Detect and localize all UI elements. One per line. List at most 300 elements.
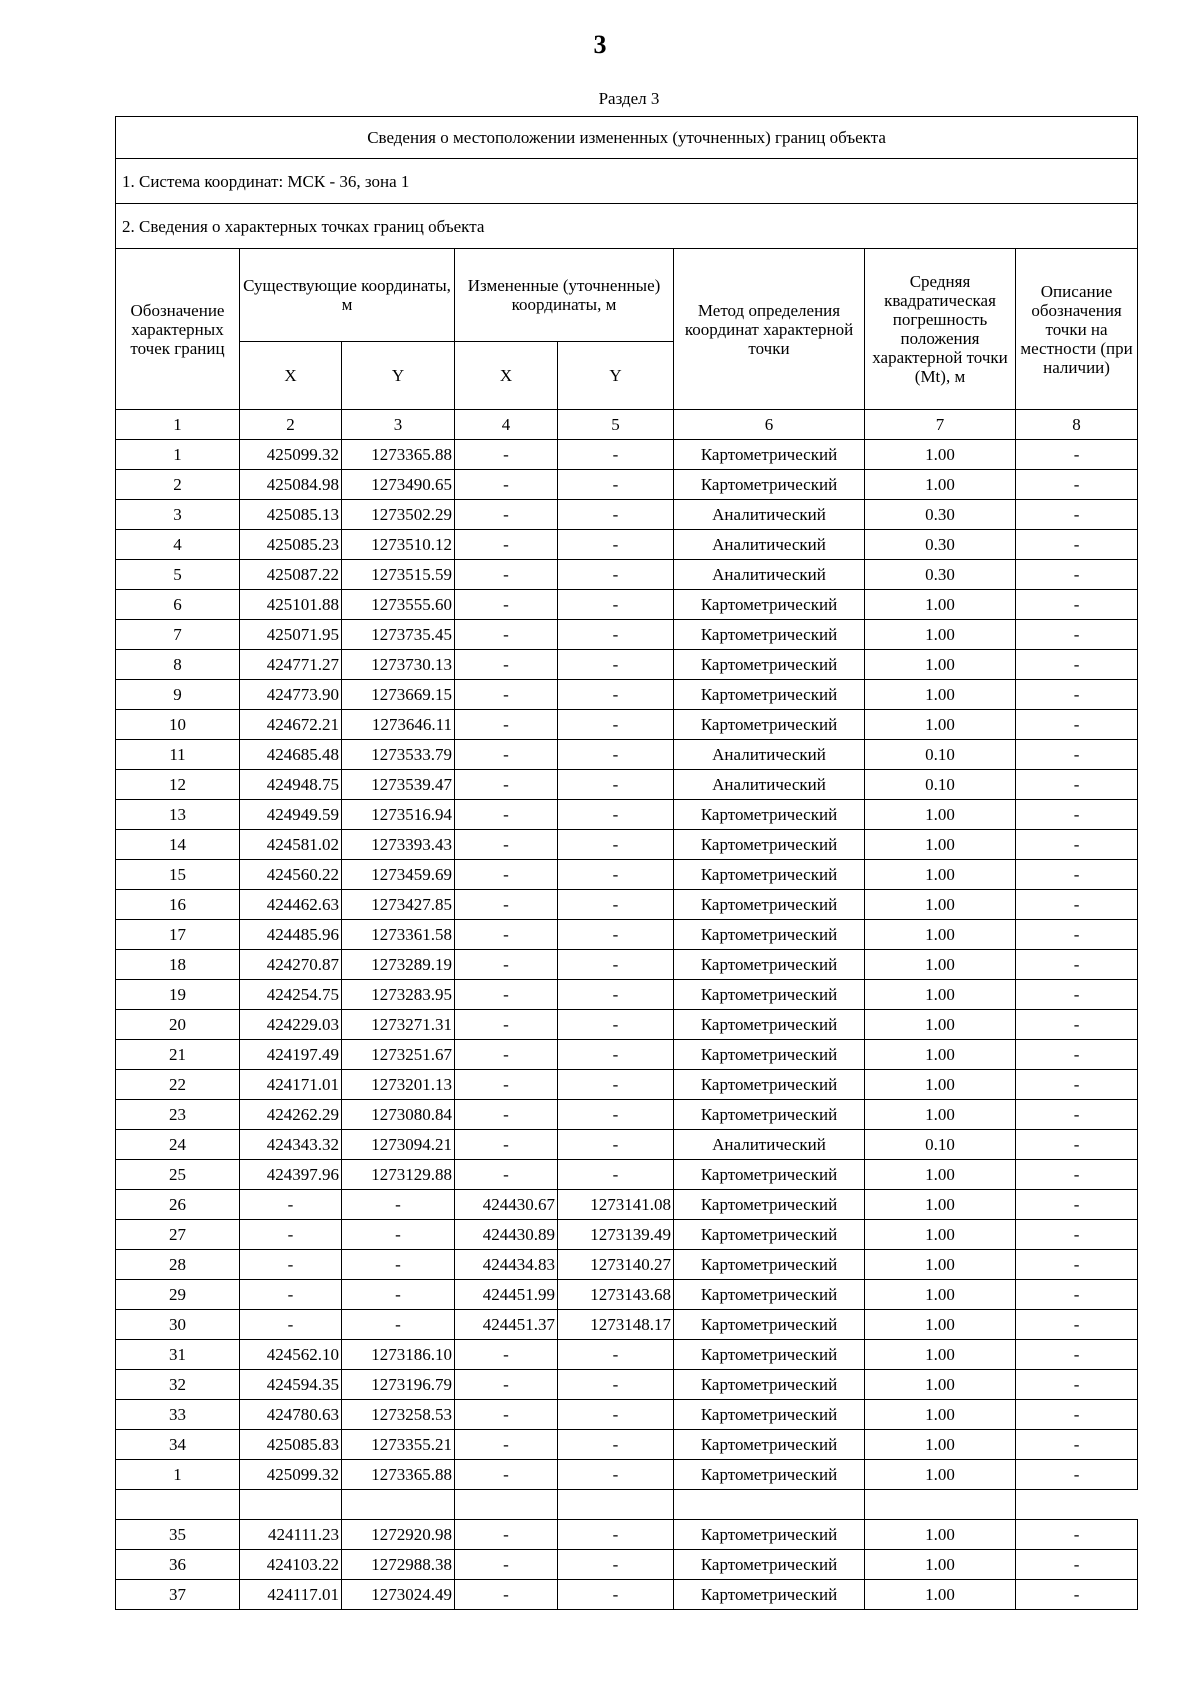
description-cell: -: [1016, 830, 1138, 860]
changed-x-cell: -: [455, 770, 558, 800]
table-row: [116, 620, 1138, 650]
method-cell: Картометрический: [674, 710, 865, 740]
existing-y-cell: 1273730.13: [342, 650, 455, 680]
changed-x-cell: -: [455, 440, 558, 470]
method-cell: Аналитический: [674, 770, 865, 800]
existing-y-cell: 1273024.49: [342, 1580, 455, 1610]
changed-x-cell: -: [455, 1430, 558, 1460]
column-number: 2: [240, 410, 342, 440]
error-cell: 1.00: [865, 470, 1016, 500]
table-row: [116, 1430, 1138, 1460]
description-cell: -: [1016, 1130, 1138, 1160]
table-row: [116, 500, 1138, 530]
changed-x-cell: -: [455, 920, 558, 950]
description-cell: -: [1016, 710, 1138, 740]
point-id-cell: 16: [116, 890, 240, 920]
changed-x-cell: -: [455, 680, 558, 710]
existing-x-cell: 425099.32: [240, 1460, 342, 1490]
empty-cell: [116, 1490, 240, 1520]
changed-x-cell: -: [455, 1100, 558, 1130]
existing-x-cell: 424780.63: [240, 1400, 342, 1430]
method-cell: Картометрический: [674, 950, 865, 980]
table-row: [116, 1070, 1138, 1100]
existing-y-cell: -: [342, 1190, 455, 1220]
point-id-cell: 20: [116, 1010, 240, 1040]
empty-cell: [342, 1490, 455, 1520]
existing-y-cell: 1273289.19: [342, 950, 455, 980]
description-cell: -: [1016, 1340, 1138, 1370]
changed-y-cell: -: [558, 530, 674, 560]
section-label: Раздел 3: [598, 89, 660, 108]
existing-y-cell: 1273365.88: [342, 1460, 455, 1490]
existing-y-cell: 1273646.11: [342, 710, 455, 740]
changed-y-cell: -: [558, 680, 674, 710]
existing-x-cell: 424948.75: [240, 770, 342, 800]
existing-x-cell: 424229.03: [240, 1010, 342, 1040]
table-row: [116, 680, 1138, 710]
changed-y-cell: -: [558, 890, 674, 920]
existing-x-cell: -: [240, 1220, 342, 1250]
method-cell: Картометрический: [674, 1250, 865, 1280]
column-number: 4: [455, 410, 558, 440]
method-cell: Картометрический: [674, 1070, 865, 1100]
description-cell: -: [1016, 1430, 1138, 1460]
point-id-cell: 18: [116, 950, 240, 980]
existing-y-cell: 1273196.79: [342, 1370, 455, 1400]
method-cell: Картометрический: [674, 860, 865, 890]
error-cell: 1.00: [865, 800, 1016, 830]
error-cell: 1.00: [865, 1250, 1016, 1280]
existing-x-cell: 424771.27: [240, 650, 342, 680]
existing-y-cell: 1273355.21: [342, 1430, 455, 1460]
existing-x-cell: 425101.88: [240, 590, 342, 620]
changed-x-cell: -: [455, 530, 558, 560]
column-number: 1: [116, 410, 240, 440]
changed-x-cell: -: [455, 1130, 558, 1160]
table-row: [116, 830, 1138, 860]
existing-y-cell: -: [342, 1220, 455, 1250]
error-cell: 1.00: [865, 710, 1016, 740]
method-cell: Аналитический: [674, 1130, 865, 1160]
header-existing-coordinates: Существующие координаты, м: [240, 249, 455, 342]
method-cell: Картометрический: [674, 1010, 865, 1040]
existing-y-cell: 1273490.65: [342, 470, 455, 500]
changed-y-cell: 1273139.49: [558, 1220, 674, 1250]
description-cell: -: [1016, 1520, 1138, 1550]
description-cell: -: [1016, 1310, 1138, 1340]
table-row: [116, 950, 1138, 980]
method-cell: Картометрический: [674, 1160, 865, 1190]
description-cell: -: [1016, 890, 1138, 920]
changed-y-cell: -: [558, 1010, 674, 1040]
changed-y-cell: -: [558, 500, 674, 530]
table-row: [116, 1280, 1138, 1310]
table-row: [116, 1100, 1138, 1130]
changed-y-cell: -: [558, 440, 674, 470]
point-id-cell: 5: [116, 560, 240, 590]
error-cell: 1.00: [865, 680, 1016, 710]
changed-y-cell: -: [558, 1040, 674, 1070]
description-cell: -: [1016, 1100, 1138, 1130]
header-existing-x: X: [240, 342, 342, 410]
changed-x-cell: -: [455, 590, 558, 620]
method-cell: Картометрический: [674, 1580, 865, 1610]
column-number: 5: [558, 410, 674, 440]
changed-y-cell: -: [558, 1550, 674, 1580]
description-cell: -: [1016, 1070, 1138, 1100]
point-id-cell: 1: [116, 1460, 240, 1490]
table-row: [116, 860, 1138, 890]
description-cell: -: [1016, 680, 1138, 710]
method-cell: Картометрический: [674, 980, 865, 1010]
existing-y-cell: 1273533.79: [342, 740, 455, 770]
existing-y-cell: 1273427.85: [342, 890, 455, 920]
table-row: [116, 920, 1138, 950]
changed-x-cell: -: [455, 1160, 558, 1190]
existing-y-cell: 1273502.29: [342, 500, 455, 530]
point-id-cell: 1: [116, 440, 240, 470]
changed-y-cell: 1273148.17: [558, 1310, 674, 1340]
point-id-cell: 15: [116, 860, 240, 890]
existing-y-cell: 1272988.38: [342, 1550, 455, 1580]
changed-y-cell: -: [558, 710, 674, 740]
table-row: [116, 530, 1138, 560]
changed-x-cell: -: [455, 1580, 558, 1610]
existing-x-cell: 425087.22: [240, 560, 342, 590]
point-id-cell: 34: [116, 1430, 240, 1460]
column-number: 6: [674, 410, 865, 440]
existing-y-cell: 1273510.12: [342, 530, 455, 560]
changed-y-cell: -: [558, 650, 674, 680]
table-row: [116, 1340, 1138, 1370]
description-cell: -: [1016, 1160, 1138, 1190]
changed-x-cell: 424451.99: [455, 1280, 558, 1310]
table-row: [116, 1130, 1138, 1160]
error-cell: 1.00: [865, 1520, 1016, 1550]
changed-x-cell: -: [455, 1520, 558, 1550]
error-cell: 1.00: [865, 590, 1016, 620]
point-id-cell: 17: [116, 920, 240, 950]
existing-x-cell: -: [240, 1190, 342, 1220]
changed-y-cell: -: [558, 620, 674, 650]
error-cell: 1.00: [865, 1340, 1016, 1370]
table-row: [116, 740, 1138, 770]
point-id-cell: 14: [116, 830, 240, 860]
description-cell: -: [1016, 860, 1138, 890]
method-cell: Картометрический: [674, 800, 865, 830]
method-cell: Картометрический: [674, 1280, 865, 1310]
changed-y-cell: 1273140.27: [558, 1250, 674, 1280]
empty-cell: [1016, 1490, 1138, 1520]
error-cell: 0.10: [865, 740, 1016, 770]
changed-y-cell: -: [558, 830, 674, 860]
changed-x-cell: -: [455, 860, 558, 890]
error-cell: 1.00: [865, 1550, 1016, 1580]
description-cell: -: [1016, 980, 1138, 1010]
method-cell: Картометрический: [674, 830, 865, 860]
description-cell: -: [1016, 1370, 1138, 1400]
changed-y-cell: -: [558, 470, 674, 500]
description-cell: -: [1016, 1280, 1138, 1310]
error-cell: 1.00: [865, 1070, 1016, 1100]
method-cell: Картометрический: [674, 1220, 865, 1250]
existing-x-cell: 424685.48: [240, 740, 342, 770]
point-id-cell: 10: [116, 710, 240, 740]
existing-y-cell: 1273393.43: [342, 830, 455, 860]
changed-x-cell: 424430.89: [455, 1220, 558, 1250]
changed-x-cell: -: [455, 1070, 558, 1100]
existing-x-cell: 424485.96: [240, 920, 342, 950]
point-id-cell: 4: [116, 530, 240, 560]
error-cell: 1.00: [865, 950, 1016, 980]
method-cell: Картометрический: [674, 680, 865, 710]
description-cell: -: [1016, 560, 1138, 590]
method-cell: Картометрический: [674, 1430, 865, 1460]
error-cell: 1.00: [865, 1280, 1016, 1310]
header-changed-x: X: [455, 342, 558, 410]
existing-x-cell: 424197.49: [240, 1040, 342, 1070]
header-changed-coordinates: Измененные (уточненные) координаты, м: [455, 249, 674, 342]
description-cell: -: [1016, 1250, 1138, 1280]
changed-x-cell: -: [455, 1550, 558, 1580]
existing-y-cell: 1273539.47: [342, 770, 455, 800]
table-row: [116, 1220, 1138, 1250]
existing-y-cell: 1272920.98: [342, 1520, 455, 1550]
existing-x-cell: 424773.90: [240, 680, 342, 710]
description-cell: -: [1016, 950, 1138, 980]
existing-y-cell: 1273258.53: [342, 1400, 455, 1430]
existing-x-cell: 424254.75: [240, 980, 342, 1010]
changed-y-cell: -: [558, 560, 674, 590]
error-cell: 1.00: [865, 1580, 1016, 1610]
coordinate-system: 1. Система координат: МСК - 36, зона 1: [116, 159, 1138, 204]
table-row: [116, 1040, 1138, 1070]
existing-x-cell: 424560.22: [240, 860, 342, 890]
description-cell: -: [1016, 1220, 1138, 1250]
existing-x-cell: 424103.22: [240, 1550, 342, 1580]
table-title: Сведения о местоположении измененных (уточненных) границ объекта: [116, 117, 1138, 159]
existing-y-cell: -: [342, 1250, 455, 1280]
boundary-points-table: [115, 116, 1138, 1610]
changed-y-cell: -: [558, 1160, 674, 1190]
existing-x-cell: 425085.13: [240, 500, 342, 530]
point-id-cell: 19: [116, 980, 240, 1010]
point-id-cell: 32: [116, 1370, 240, 1400]
existing-y-cell: -: [342, 1310, 455, 1340]
description-cell: -: [1016, 440, 1138, 470]
changed-y-cell: -: [558, 1460, 674, 1490]
empty-cell: [455, 1490, 558, 1520]
description-cell: -: [1016, 650, 1138, 680]
error-cell: 1.00: [865, 890, 1016, 920]
existing-y-cell: 1273080.84: [342, 1100, 455, 1130]
point-id-cell: 12: [116, 770, 240, 800]
changed-x-cell: -: [455, 500, 558, 530]
error-cell: 0.30: [865, 560, 1016, 590]
changed-y-cell: 1273141.08: [558, 1190, 674, 1220]
changed-x-cell: -: [455, 1340, 558, 1370]
changed-x-cell: -: [455, 1400, 558, 1430]
description-cell: -: [1016, 470, 1138, 500]
existing-x-cell: -: [240, 1310, 342, 1340]
description-cell: -: [1016, 800, 1138, 830]
method-cell: Картометрический: [674, 1100, 865, 1130]
description-cell: -: [1016, 1010, 1138, 1040]
header-designation: Обозначение характерных точек границ: [116, 249, 240, 410]
changed-x-cell: 424451.37: [455, 1310, 558, 1340]
column-number: 8: [1016, 410, 1138, 440]
description-cell: -: [1016, 530, 1138, 560]
changed-y-cell: -: [558, 950, 674, 980]
table-row: [116, 1010, 1138, 1040]
column-number: 7: [865, 410, 1016, 440]
header-error: Средняя квадратическая погрешность положения характерной точки (Mt), м: [865, 249, 1016, 410]
existing-y-cell: -: [342, 1280, 455, 1310]
changed-x-cell: -: [455, 980, 558, 1010]
changed-x-cell: -: [455, 950, 558, 980]
changed-y-cell: -: [558, 1070, 674, 1100]
table-row: [116, 800, 1138, 830]
description-cell: -: [1016, 1550, 1138, 1580]
existing-x-cell: -: [240, 1250, 342, 1280]
changed-y-cell: -: [558, 980, 674, 1010]
method-cell: Картометрический: [674, 1310, 865, 1340]
changed-y-cell: -: [558, 770, 674, 800]
existing-y-cell: 1273129.88: [342, 1160, 455, 1190]
table-row: [116, 440, 1138, 470]
description-cell: -: [1016, 770, 1138, 800]
point-id-cell: 22: [116, 1070, 240, 1100]
changed-x-cell: -: [455, 620, 558, 650]
method-cell: Картометрический: [674, 890, 865, 920]
point-id-cell: 24: [116, 1130, 240, 1160]
point-id-cell: 36: [116, 1550, 240, 1580]
method-cell: Картометрический: [674, 1400, 865, 1430]
changed-x-cell: -: [455, 740, 558, 770]
changed-x-cell: -: [455, 470, 558, 500]
changed-x-cell: -: [455, 560, 558, 590]
changed-y-cell: -: [558, 1100, 674, 1130]
table-row: [116, 1160, 1138, 1190]
changed-y-cell: -: [558, 590, 674, 620]
existing-y-cell: 1273094.21: [342, 1130, 455, 1160]
point-id-cell: 3: [116, 500, 240, 530]
table-row: [116, 1250, 1138, 1280]
error-cell: 1.00: [865, 1040, 1016, 1070]
changed-x-cell: 424434.83: [455, 1250, 558, 1280]
existing-y-cell: 1273669.15: [342, 680, 455, 710]
description-cell: -: [1016, 1580, 1138, 1610]
error-cell: 1.00: [865, 830, 1016, 860]
existing-x-cell: 424270.87: [240, 950, 342, 980]
existing-y-cell: 1273283.95: [342, 980, 455, 1010]
changed-x-cell: -: [455, 650, 558, 680]
changed-x-cell: -: [455, 1370, 558, 1400]
table-row: [116, 1370, 1138, 1400]
table-row: [116, 1310, 1138, 1340]
error-cell: 0.30: [865, 530, 1016, 560]
error-cell: 1.00: [865, 1370, 1016, 1400]
changed-y-cell: -: [558, 1370, 674, 1400]
point-id-cell: 29: [116, 1280, 240, 1310]
table-row: [116, 1460, 1138, 1490]
changed-x-cell: 424430.67: [455, 1190, 558, 1220]
changed-y-cell: -: [558, 1580, 674, 1610]
existing-y-cell: 1273361.58: [342, 920, 455, 950]
description-cell: -: [1016, 920, 1138, 950]
error-cell: 1.00: [865, 620, 1016, 650]
existing-y-cell: 1273271.31: [342, 1010, 455, 1040]
error-cell: 1.00: [865, 1220, 1016, 1250]
point-id-cell: 37: [116, 1580, 240, 1610]
changed-x-cell: -: [455, 890, 558, 920]
error-cell: 0.10: [865, 1130, 1016, 1160]
changed-y-cell: -: [558, 1430, 674, 1460]
description-cell: -: [1016, 1040, 1138, 1070]
method-cell: Картометрический: [674, 1460, 865, 1490]
changed-x-cell: -: [455, 1460, 558, 1490]
existing-y-cell: 1273186.10: [342, 1340, 455, 1370]
description-cell: -: [1016, 740, 1138, 770]
point-id-cell: 21: [116, 1040, 240, 1070]
method-cell: Картометрический: [674, 1550, 865, 1580]
existing-x-cell: 425099.32: [240, 440, 342, 470]
empty-cell: [674, 1490, 865, 1520]
changed-x-cell: -: [455, 800, 558, 830]
description-cell: -: [1016, 1460, 1138, 1490]
point-id-cell: 6: [116, 590, 240, 620]
existing-y-cell: 1273735.45: [342, 620, 455, 650]
method-cell: Картометрический: [674, 440, 865, 470]
changed-y-cell: -: [558, 1400, 674, 1430]
method-cell: Картометрический: [674, 620, 865, 650]
existing-y-cell: 1273515.59: [342, 560, 455, 590]
error-cell: 1.00: [865, 1190, 1016, 1220]
point-id-cell: 27: [116, 1220, 240, 1250]
description-cell: -: [1016, 620, 1138, 650]
existing-x-cell: 424949.59: [240, 800, 342, 830]
point-id-cell: 35: [116, 1520, 240, 1550]
point-id-cell: 11: [116, 740, 240, 770]
description-cell: -: [1016, 590, 1138, 620]
point-id-cell: 25: [116, 1160, 240, 1190]
method-cell: Аналитический: [674, 500, 865, 530]
changed-y-cell: -: [558, 920, 674, 950]
existing-x-cell: 424343.32: [240, 1130, 342, 1160]
point-id-cell: 8: [116, 650, 240, 680]
column-number: 3: [342, 410, 455, 440]
point-id-cell: 13: [116, 800, 240, 830]
empty-cell: [558, 1490, 674, 1520]
changed-y-cell: -: [558, 1340, 674, 1370]
error-cell: 1.00: [865, 980, 1016, 1010]
changed-x-cell: -: [455, 1010, 558, 1040]
existing-x-cell: 425085.23: [240, 530, 342, 560]
changed-x-cell: -: [455, 1040, 558, 1070]
error-cell: 0.30: [865, 500, 1016, 530]
description-cell: -: [1016, 1190, 1138, 1220]
existing-x-cell: 424117.01: [240, 1580, 342, 1610]
table-row: [116, 1400, 1138, 1430]
method-cell: Картометрический: [674, 590, 865, 620]
point-id-cell: 23: [116, 1100, 240, 1130]
existing-y-cell: 1273251.67: [342, 1040, 455, 1070]
empty-cell: [240, 1490, 342, 1520]
method-cell: Картометрический: [674, 1340, 865, 1370]
method-cell: Картометрический: [674, 470, 865, 500]
method-cell: Аналитический: [674, 740, 865, 770]
point-id-cell: 9: [116, 680, 240, 710]
